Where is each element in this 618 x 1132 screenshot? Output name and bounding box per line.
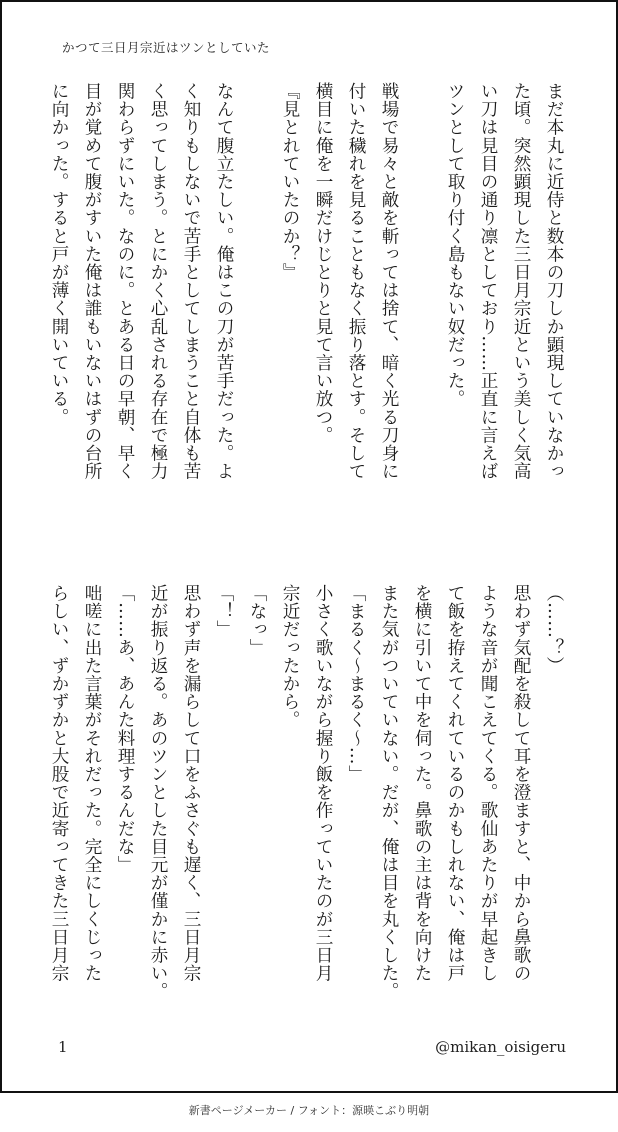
text-block-lower: （……？） 思わず気配を殺して耳を澄ますと、中から鼻歌の ような音が聞こえてくる。歌仙あたりが早起きし て飯を拵えてくれているのかもしれない、俺は戸 を横に引いて中を伺った。鼻歌の主は背を向けた また気がついていない。だが、俺は目を丸くした。 「まるく〜まるく〜…」 小さく歌いながら握り飯を作っていたのが三日月 宗近だったから。 「なっ」 「！」 思わず声を漏らして口をふさぐも遅く、三日月宗 近が振り返る。あのツンとした目元が僅かに赤い。 「……あ、あんた料理するんだな」 咄嗟に出た言葉がそれだった。完全にしくじった らしい、ずかずかと大股で近寄ってきた三日月宗 bbox=[49, 584, 564, 1001]
author-handle: @mikan_oisigeru bbox=[435, 1038, 566, 1056]
running-title: かつて三日月宗近はツンとしていた bbox=[62, 40, 271, 55]
tool-credit: 新書ページメーカー / フォント：源暎こぶり明朝 bbox=[188, 1104, 430, 1117]
text-block-upper: まだ本丸に近侍と数本の刀しか顕現していなかっ た頃。突然顕現した三日月宗近という美しく気高 い刀は見目の通り凛としており……正直に言えば ツンとして取り付く島もない奴だった。 戦場で易々と敵を斬っては捨て、暗く光る刀身に 付いた穢れを見ることもなく振り落とす。そして 横目に俺を一瞬だけじとりと見て言い放つ。 『見とれていたのか？』 なんて腹立たしい。俺はこの刀が苦手だった。よ く知りもしないで苦手としてしまうこと自体も苦 く思ってしまう。とにかく心乱される存在で極力 関わらずにいた。なのに。とある日の早朝、早く 目が覚めて腹がすいた俺は誰もいないはずの台所 に向かった。すると戸が薄く開いている。 bbox=[49, 82, 564, 481]
page-number: 1 bbox=[58, 1038, 68, 1056]
